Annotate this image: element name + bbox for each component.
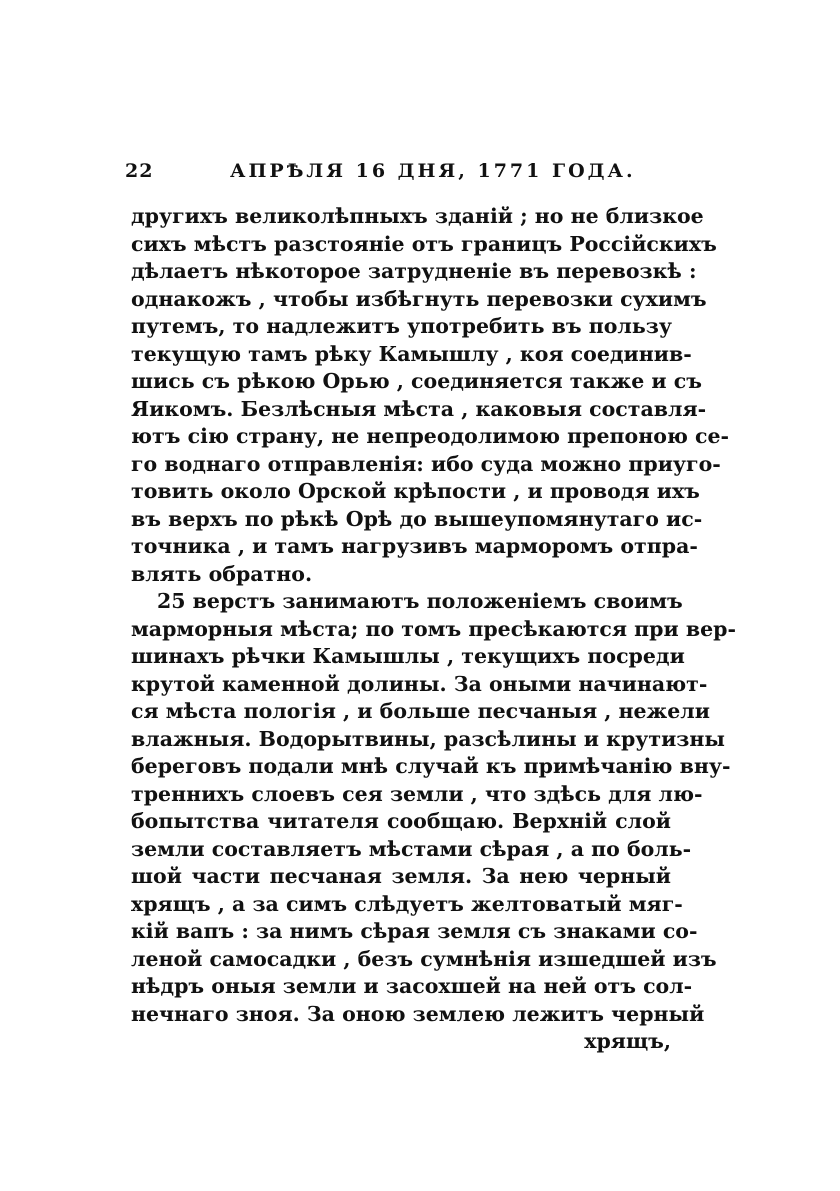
text-line: ся мѣста пологія , и больше песчаныя , нежели [131, 699, 710, 723]
text-line: влять обратно. [131, 561, 313, 586]
text-line: леной самосадки , безъ сумнѣнія изшедшей изъ [131, 946, 717, 971]
text-line: 25 верстъ занимаютъ положеніемъ своимъ [157, 589, 683, 613]
page-header [125, 160, 670, 192]
text-line: береговъ подали мнѣ случай къ примѣчанію вну- [131, 754, 731, 778]
text-line: земли составляетъ мѣстами сѣрая , а по боль- [131, 836, 692, 861]
text-line: однакожъ , чтобы избѣгнуть перевозки сухимъ [131, 286, 707, 311]
text-line: нѣдръ оныя земли и засохшей на ней отъ сол- [131, 974, 693, 998]
text-line: сихъ мѣстъ разстояніе отъ границъ Россійскихъ [131, 231, 717, 256]
text-line: дѣлаетъ нѣкоторое затрудненіе въ перевозкѣ : [131, 259, 697, 283]
text-line: другихъ великолѣпныхъ зданій ; но не близкое [131, 204, 704, 228]
text-line: шинахъ рѣчки Камышлы , текущихъ посреди [131, 644, 685, 668]
text-line: путемъ, то надлежитъ употребить въ пользу [131, 314, 672, 338]
text-line: нечнаго зноя. За оною землею лежитъ черный [131, 1001, 705, 1026]
text-line: въ верхъ по рѣкѣ Орѣ до вышеупомянутаго ис- [131, 506, 703, 531]
text-line: хрящъ , а за симъ слѣдуетъ желтоватый мяг- [131, 891, 683, 916]
text-line: кій вапъ : за нимъ сѣрая земля съ знаками со- [131, 919, 698, 943]
text-line: хрящъ, [584, 1029, 671, 1053]
text-line: точника , и тамъ нагрузивъ марморомъ отпра- [131, 534, 698, 558]
text-line: шись съ рѣкою Орью , соединяется также и съ [131, 369, 702, 393]
text-line: текущую тамъ рѣку Камышлу , коя соединив- [131, 341, 692, 366]
text-line: треннихъ слоевъ сея земли , что здѣсь для лю- [131, 781, 703, 806]
text-body [131, 203, 736, 1056]
text-line: ютъ сію страну, не непреодолимою препоною се- [131, 424, 730, 448]
running-head: АПРѢЛЯ 16 ДНЯ, 1771 ГОДА. [230, 160, 636, 182]
text-line: го воднаго отправленія: ибо суда можно приуго- [131, 451, 721, 476]
text-line: марморныя мѣста; по томъ пресѣкаются при вер- [131, 616, 736, 641]
text-line: влажныя. Водорытвины, разсѣлины и крутизны [131, 726, 725, 751]
text-line: крутой каменной долины. За оными начинают- [131, 671, 708, 696]
page-number: 22 [125, 160, 154, 182]
text-line: Яикомъ. Безлѣсныя мѣста , каковыя составля- [131, 396, 707, 421]
text-line: товить около Орской крѣпости , и проводя ихъ [131, 479, 700, 503]
text-line: шой части песчаная земля. За нею черный [131, 864, 671, 888]
text-line: бопытства читателя сообщаю. Верхній слой [131, 809, 671, 833]
